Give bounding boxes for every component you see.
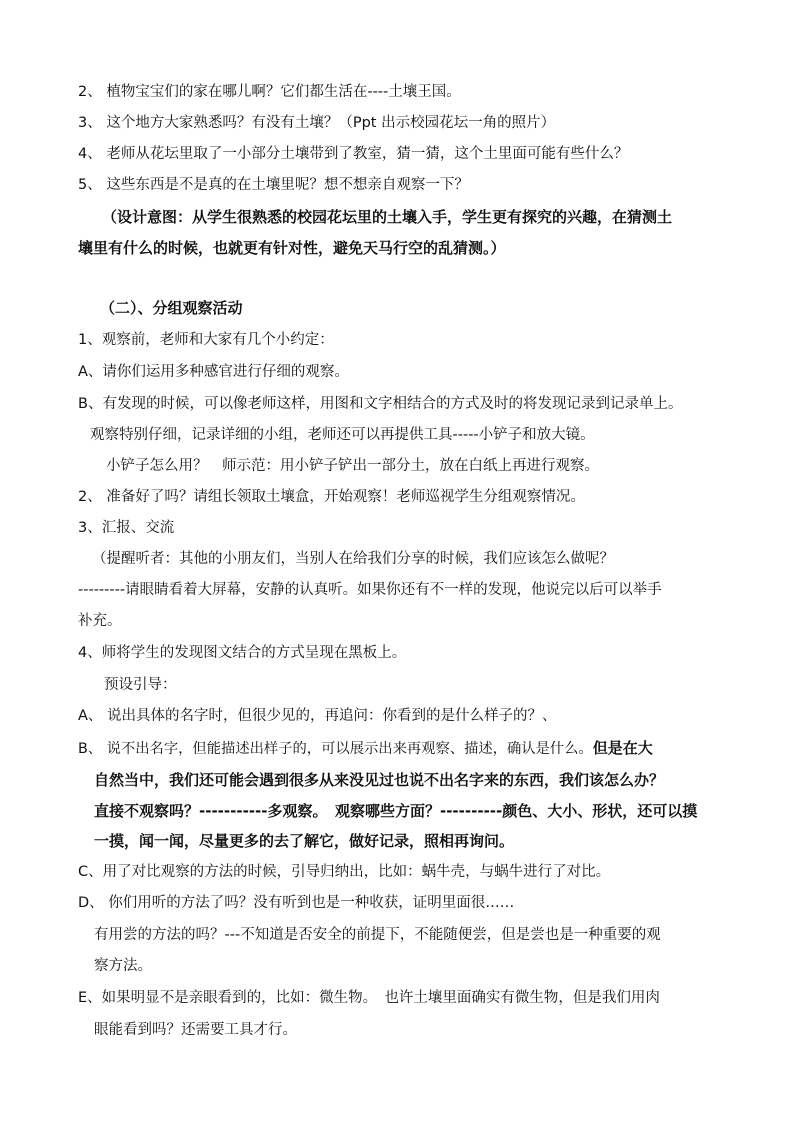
text-line: ---------请眼睛看着大屏幕，安静的认真听。如果你还有不一样的发现，他说完以后可以举手 — [78, 582, 662, 598]
text-line: D、 你们用听的方法了吗？没有听到也是一种收获，证明里面很…… — [78, 895, 515, 911]
text-line: 4、 老师从花坛里取了一小部分土壤带到了教室，猜一猜，这个土里面可能有些什么？ — [78, 146, 629, 162]
text-line: 眼能看到吗？还需要工具才行。 — [94, 1022, 297, 1038]
text-line: 补充。 — [78, 613, 122, 629]
text-line: 观察特别仔细，记录详细的小组，老师还可以再提供工具-----小铲子和放大镜。 — [90, 427, 595, 443]
text-line: 小铲子怎么用？ 师示范：用小铲子铲出一部分土，放在白纸上再进行观察。 — [106, 458, 599, 474]
text-line: 3、汇报、交流 — [78, 520, 175, 536]
text-line-b-bold: 但是在大 — [592, 739, 653, 757]
text-line: 察方法。 — [94, 958, 152, 974]
bold-text-line: 一摸，闻一闻，尽量更多的去了解它，做好记录，照相再询问。 — [94, 832, 515, 850]
text-line: 3、 这个地方大家熟悉吗？有没有土壤？（Ppt 出示校园花坛一角的照片） — [78, 115, 556, 131]
text-line: （提醒听者：其他的小朋友们，当别人在给我们分享的时候，我们应该怎么做呢？ — [92, 551, 614, 567]
text-line: 2、 准备好了吗？请组长领取土壤盒，开始观察！老师巡视学生分组观察情况。 — [78, 489, 585, 505]
text-line: B、有发现的时候，可以像老师这样，用图和文字相结合的方式及时的将发现记录到记录单上。 — [78, 396, 683, 412]
text-line-b-normal: B、 说不出名字，但能描述出样子的，可以展示出来再观察、描述，确认是什么。 — [78, 741, 593, 757]
text-line: 1、观察前，老师和大家有几个小约定： — [78, 332, 334, 348]
design-intent-line: （设计意图：从学生很熟悉的校园花坛里的土壤入手，学生更有探究的兴趣，在猜测土 — [102, 208, 673, 226]
text-line: 有用尝的方法的吗？---不知道是否安全的前提下，不能随便尝，但是尝也是一种重要的观 — [94, 927, 661, 943]
bold-text-line: 直接不观察吗？-----------多观察。 观察哪些方面？----------颜色、大小、形状，还可以摸 — [94, 802, 698, 820]
text-line: C、用了对比观察的方法的时候，引导归纳出，比如：蜗牛壳，与蜗牛进行了对比。 — [78, 864, 611, 880]
text-line: 2、 植物宝宝们的家在哪儿啊？它们都生活在----土壤王国。 — [78, 84, 461, 100]
subheading-preset-guidance: 预设引导： — [104, 677, 177, 693]
text-line: A、请你们运用多种感官进行仔细的观察。 — [78, 364, 349, 380]
text-line: 5、 这些东西是不是真的在土壤里呢？想不想亲自观察一下？ — [78, 177, 469, 193]
section-heading: （二）、分组观察活动 — [100, 299, 243, 317]
text-line: E、如果明显不是亲眼看到的，比如：微生物。 也许土壤里面确实有微生物，但是我们用肉 — [78, 990, 660, 1006]
bold-text-line: 自然当中，我们还可能会遇到很多从来没见过也说不出名字来的东西，我们该怎么办？ — [94, 771, 665, 789]
text-line: A、 说出具体的名字时，但很少见的，再追问：你看到的是什么样子的？、 — [78, 708, 557, 724]
text-line: 4、师将学生的发现图文结合的方式呈现在黑板上。 — [78, 645, 407, 661]
design-intent-line: 壤里有什么的时候，也就更有针对性，避免天马行空的乱猜测。） — [78, 239, 506, 257]
text-line-b — [78, 738, 653, 758]
